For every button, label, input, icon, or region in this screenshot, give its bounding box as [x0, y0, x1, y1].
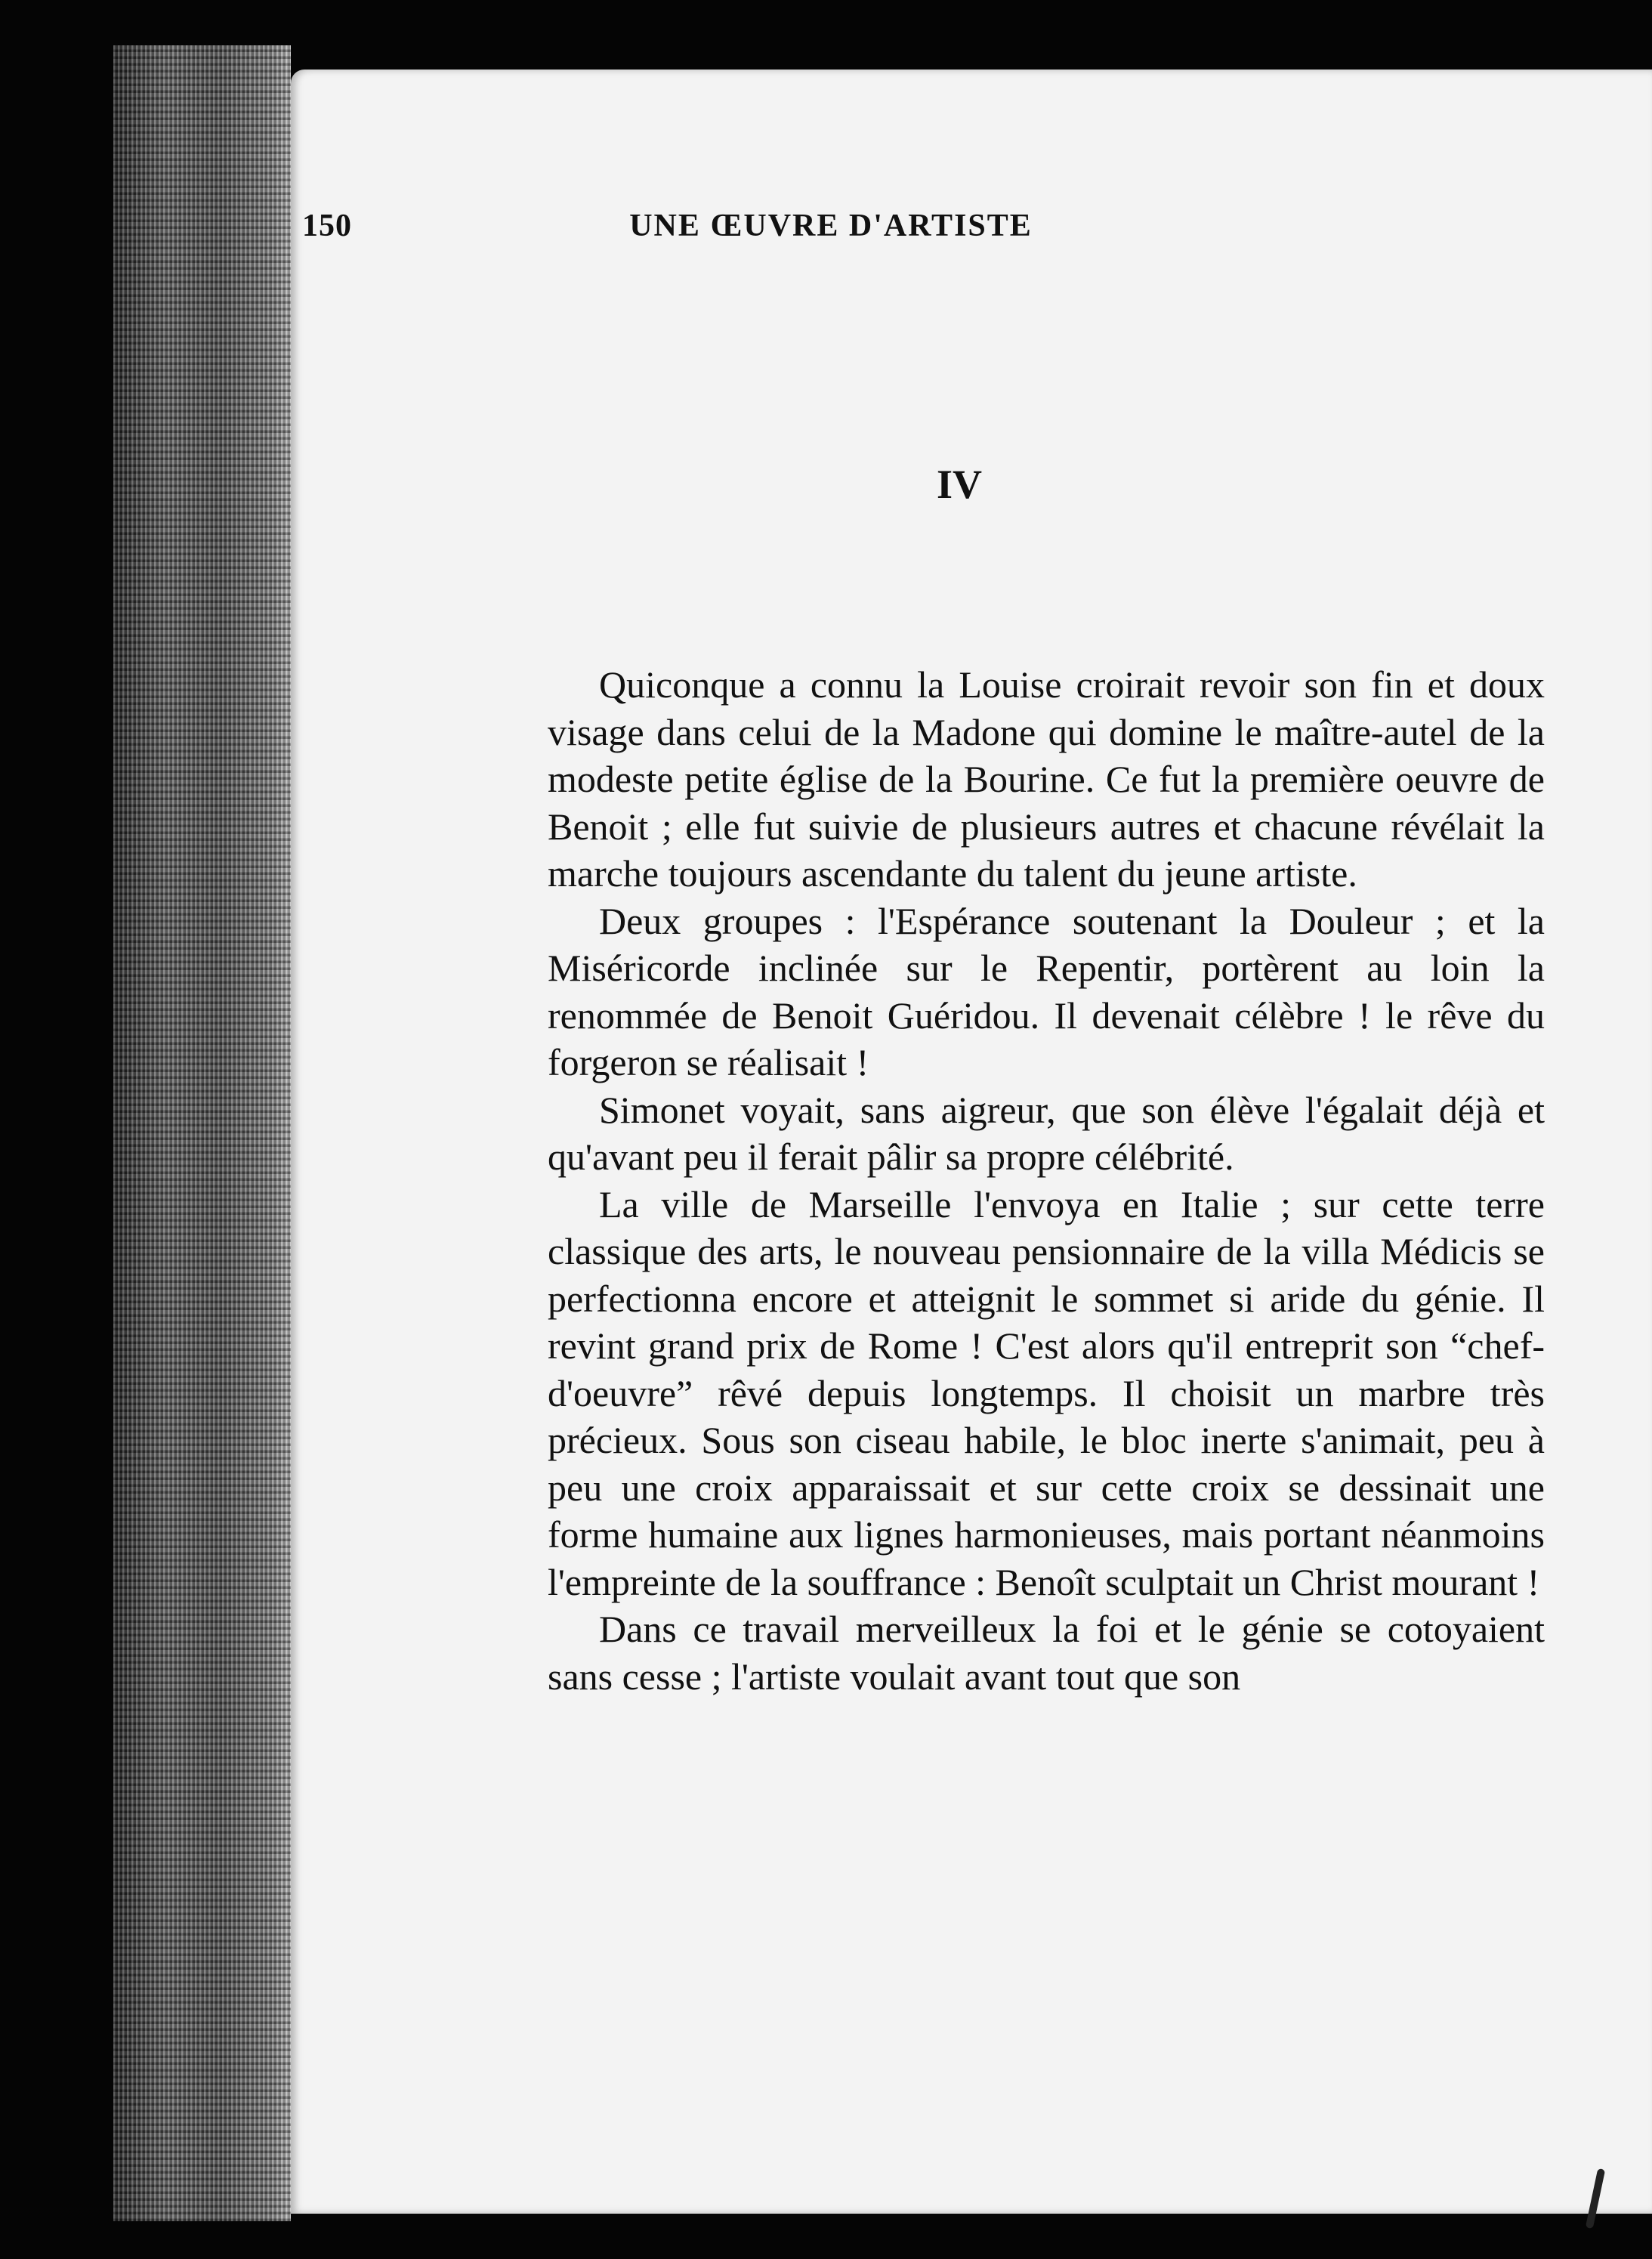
book-page-edges	[113, 45, 291, 2221]
paragraph-3: Simonet voyait, sans aigreur, que son élève l'égalait déjà et qu'avant peu il ferait pâlir sa propre célébrité.	[548, 1088, 1545, 1178]
chapter-heading: IV	[936, 462, 982, 507]
page-number: 150	[302, 209, 352, 243]
paragraph-4: La ville de Marseille l'envoya en Italie ; sur cette terre classique des arts, le nouveau pensionnaire de la villa Médicis se perfectionna encore et atteignit le sommet si aride du génie. Il revint grand prix de Rome ! C'est alors qu'il entreprit son “chef-d'oeuvre” rêvé depuis longtemps. Il choisit un marbre très précieux. Sous son ciseau habile, le bloc inerte s'animait, peu à peu une croix apparaissait et sur cette croix se dessinait une forme humaine aux lignes harmonieuses, mais portant néanmoins l'empreinte de la souffrance : Benoît sculptait un Christ mourant !	[548, 1182, 1545, 1603]
paragraph-5: Dans ce travail merveilleux la foi et le génie se cotoyaient sans cesse ; l'artiste voulait avant tout que son	[548, 1608, 1545, 1698]
body-text	[548, 661, 1545, 1700]
paragraph-1: Quiconque a connu la Louise croirait revoir son fin et doux visage dans celui de la Madone qui domine le maître-autel de la modeste petite église de la Bourine. Ce fut la première oeuvre de Benoit ; elle fut suivie de plusieurs autres et chacune révélait la marche toujours ascendante du talent du jeune artiste.	[548, 663, 1545, 895]
running-header	[302, 208, 1322, 253]
book-title: UNE ŒUVRE D'ARTISTE	[629, 209, 1033, 243]
paragraph-2: Deux groupes : l'Espérance soutenant la Douleur ; et la Miséricorde inclinée sur le Repentir, portèrent au loin la renommée de Benoit Guéridou. Il devenait célèbre ! le rêve du forgeron se réalisait !	[548, 899, 1545, 1083]
